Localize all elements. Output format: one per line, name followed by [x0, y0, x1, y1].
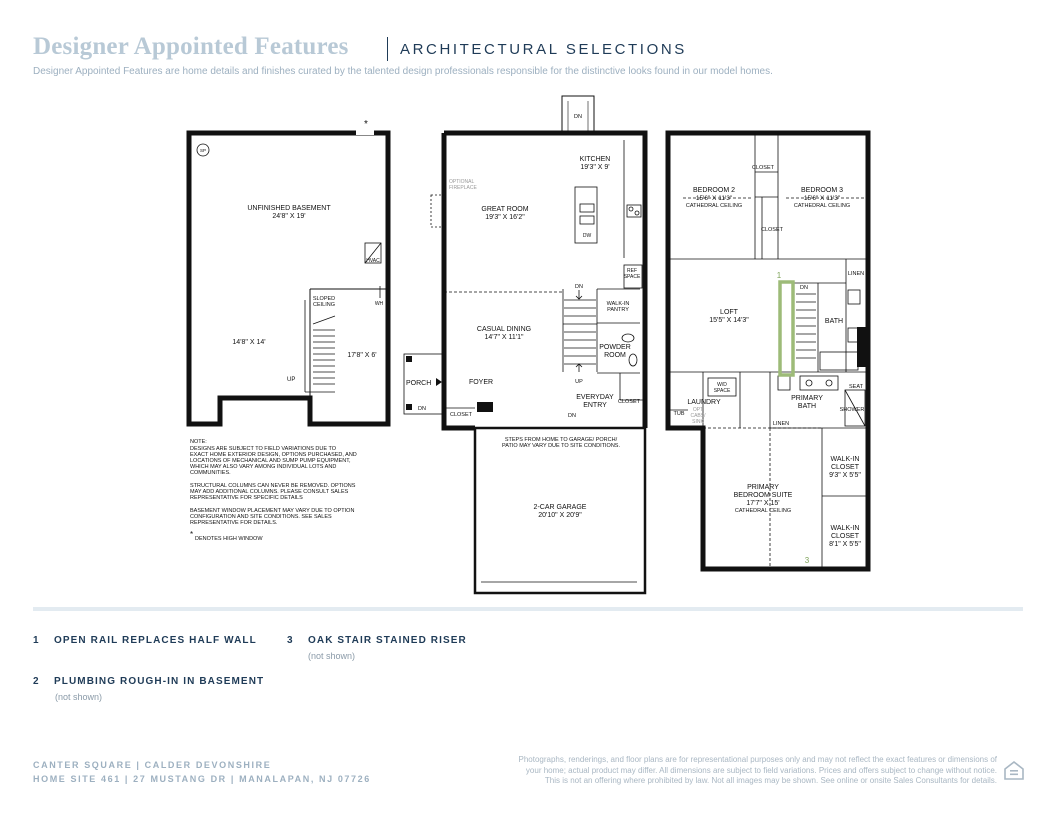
- hall-linen-label: LINEN: [847, 271, 865, 277]
- legal-disclaimer: Photographs, renderings, and floor plans are for representational purposes only and may not reflect the exact features or dimensions of your home; actual product may differ. All dimensions are subject to field variations. Prices and offers subject to change without notice. This is not an offering where prohibited by law. Not all images may be shown. See online or onsite Sales Consultants for details.: [518, 755, 997, 785]
- primary-suite-ceiling: CATHEDRAL CEILING: [734, 508, 792, 514]
- selection-2-note: (not shown): [55, 692, 103, 702]
- bedroom-closet-label: CLOSET: [760, 227, 784, 233]
- walk-in-closet-2-label-1: WALK-IN: [830, 525, 860, 532]
- basement-right-dims: 17'8" X 6': [347, 352, 377, 359]
- garage-dims: 20'10" X 20'9": [538, 512, 582, 519]
- garage-label: 2-CAR GARAGE: [533, 504, 587, 511]
- section-divider: [33, 607, 1023, 611]
- loft-label: LOFT: [720, 309, 738, 316]
- primary-linen-label: LINEN: [772, 421, 790, 427]
- primary-bath-label-2: BATH: [797, 403, 817, 410]
- entry-closet-label: CLOSET: [617, 399, 641, 405]
- selection-label: OAK STAIR STAINED RISER: [308, 635, 467, 646]
- selection-label: OPEN RAIL REPLACES HALF WALL: [54, 635, 257, 646]
- great-room-label: GREAT ROOM: [481, 206, 529, 213]
- walk-in-closet-2-label-2: CLOSET: [830, 533, 860, 540]
- stair-dn-label: DN: [575, 284, 583, 290]
- selection-label: PLUMBING ROUGH-IN IN BASEMENT: [54, 676, 265, 687]
- bedroom-2-label: BEDROOM 2: [692, 187, 736, 194]
- foyer-closet-label: CLOSET: [449, 412, 473, 418]
- porch-stairs-dn: DN: [574, 114, 582, 120]
- primary-suite-dims: 17'7" X 15': [746, 500, 780, 507]
- garage-dn-label: DN: [568, 413, 576, 419]
- basement-room-name: UNFINISHED BASEMENT: [247, 205, 331, 212]
- primary-suite-label-2: BEDROOM SUITE: [733, 492, 793, 499]
- selection-item-3: [287, 635, 467, 646]
- ref-space-label-1: REF: [627, 268, 637, 274]
- walk-in-pantry-label-2: PANTRY: [607, 307, 629, 313]
- selection-item-2: [33, 676, 264, 687]
- primary-suite-label-1: PRIMARY: [747, 484, 779, 491]
- sump-pump-label: SP: [199, 148, 207, 153]
- porch-label: PORCH: [406, 380, 432, 387]
- primary-bath-label-1: PRIMARY: [791, 395, 823, 402]
- kitchen-label: KITCHEN: [579, 156, 611, 163]
- laundry-label: LAUNDRY: [687, 399, 721, 406]
- garage-steps-note-2: PATIO MAY VARY DUE TO SITE CONDITIONS.: [502, 443, 620, 449]
- foyer-label: FOYER: [468, 379, 494, 386]
- bedroom-2-ceiling: CATHEDRAL CEILING: [685, 203, 743, 209]
- bedroom-3-label: BEDROOM 3: [800, 187, 844, 194]
- tub-label: TUB: [673, 411, 685, 417]
- selection-number: 3: [287, 635, 294, 646]
- great-room-dims: 19'3" X 16'2": [485, 214, 525, 221]
- sloped-ceiling-label-1: SLOPED: [312, 296, 336, 302]
- hall-bath-label: BATH: [824, 318, 844, 325]
- walk-in-pantry-label-1: WALK-IN: [606, 301, 630, 307]
- powder-room-label-1: POWDER: [599, 344, 631, 351]
- porch-dn-label: DN: [418, 406, 426, 412]
- optional-fireplace-label-2: FIREPLACE: [449, 185, 477, 191]
- loft-stair-dn: DN: [800, 285, 808, 291]
- high-window-note: DENOTES HIGH WINDOW: [195, 536, 263, 542]
- selection-marker-1: 1: [776, 271, 782, 280]
- walk-in-closet-2-dims: 8'1" X 5'5": [829, 541, 861, 548]
- water-heater-label: WH: [374, 301, 384, 307]
- ref-space-label-2: SPACE: [623, 274, 641, 280]
- everyday-entry-label-1: EVERYDAY: [576, 394, 614, 401]
- casual-dining-dims: 14'7" X 11'1": [484, 334, 524, 341]
- kitchen-dims: 19'3" X 9': [580, 164, 610, 171]
- first-floor-labels: [406, 114, 641, 519]
- powder-room-label-2: ROOM: [604, 352, 626, 359]
- basement-room-dims: 24'8" X 19': [272, 213, 306, 220]
- basement-left-dims: 14'8" X 14': [232, 339, 266, 346]
- community-line: CANTER SQUARE | CALDER DEVONSHIRE: [33, 760, 272, 770]
- basement-up-label: UP: [287, 377, 296, 383]
- equal-housing-icon: [1003, 759, 1025, 781]
- walk-in-closet-1-label-2: CLOSET: [830, 464, 860, 471]
- shower-seat-label: SEAT: [849, 384, 863, 390]
- casual-dining-label: CASUAL DINING: [476, 326, 532, 333]
- hvac-label: HVAC: [366, 258, 380, 264]
- basement-star: *: [364, 119, 368, 130]
- walk-in-closet-1-dims: 9'3" X 5'5": [829, 472, 861, 479]
- shower-label: SHOWER: [839, 407, 865, 413]
- selection-number: 1: [33, 635, 40, 646]
- optional-fireplace-label-1: OPTIONAL: [449, 179, 475, 185]
- everyday-entry-label-2: ENTRY: [583, 402, 607, 409]
- opt-cabs-sink-3: SINK: [692, 419, 704, 425]
- basement-notes: NOTE: DESIGNS ARE SUBJECT TO FIELD VARIATIONS DUE TO EXACT HOME EXTERIOR DESIGN, OPTIONS PURCHASED, AND LOCATIONS OF MECHANICAL AND SUMP PUMP EQUIPMENT, WHICH MAY ALSO VARY AMONG INDIVIDUAL LOTS AND COMMUNITIES. STRUCTURAL COLUMNS CAN NEVER BE REMOVED. OPTIONS MAY ADD ADDITIONAL COLUMNS. PLEASE CONSULT SALES REPRESENTATIVE FOR SPECIFIC DETAILS BASEMENT WINDOW PLACEMENT MAY VARY DUE TO OPTION CONFIGURATION AND SITE CONDITIONS. SEE SALES REPRESENTATIVE FOR DETAILS.: [190, 439, 357, 526]
- bedroom-3-ceiling: CATHEDRAL CEILING: [793, 203, 851, 209]
- page-description: Designer Appointed Features are home details and finishes curated by the talented design professionals responsible for the distinctive looks found in our model homes.: [33, 66, 773, 77]
- loft-dims: 15'5" X 14'3": [709, 317, 749, 324]
- hall-closet-label: CLOSET: [751, 165, 775, 171]
- sloped-ceiling-label-2: CEILING: [312, 302, 336, 308]
- page-title: Designer Appointed Features: [33, 33, 349, 60]
- open-rail-highlight: [780, 282, 793, 375]
- page-subtitle: ARCHITECTURAL SELECTIONS: [400, 41, 687, 58]
- wd-space-label-2: SPACE: [713, 388, 731, 394]
- wd-space-label-1: W/D: [717, 382, 727, 388]
- garage-steps-note-1: STEPS FROM HOME TO GARAGE/ PORCH/: [504, 437, 618, 443]
- bedroom-2-dims: 15'6" X 11'3": [695, 195, 733, 202]
- walk-in-closet-1-label-1: WALK-IN: [830, 456, 860, 463]
- selection-number: 2: [33, 676, 40, 687]
- selection-marker-3: 3: [804, 556, 810, 565]
- high-window-star: *: [190, 530, 194, 539]
- bedroom-3-dims: 15'6" X 11'3": [803, 195, 841, 202]
- opt-cabs-sink-2: CABS/: [690, 413, 706, 419]
- opt-cabs-sink-1: OPT: [692, 407, 704, 413]
- selection-3-note: (not shown): [308, 651, 356, 661]
- selection-item-1: [33, 635, 257, 646]
- stair-up-label: UP: [575, 379, 583, 385]
- basement-labels: [190, 119, 384, 542]
- address-line: HOME SITE 461 | 27 MUSTANG DR | MANALAPAN, NJ 07726: [33, 774, 371, 784]
- dishwasher-label: DW: [582, 233, 592, 239]
